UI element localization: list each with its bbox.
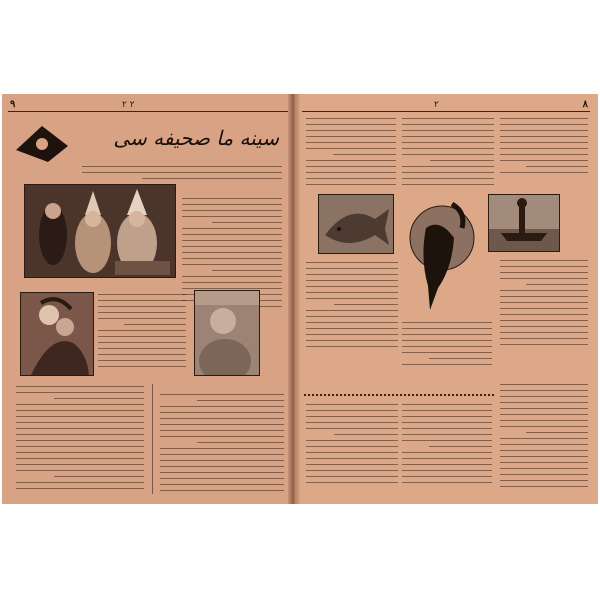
right-bottom-text-2: [402, 404, 492, 488]
photo-portrait: [194, 290, 260, 376]
bird-image: [404, 198, 478, 312]
right-top-text-3: [500, 118, 588, 178]
boat-image: [489, 195, 559, 251]
binding-gutter: [288, 94, 300, 504]
right-top-text-2: [402, 118, 494, 190]
masthead: [12, 120, 282, 164]
photo-couple: [20, 292, 94, 376]
film-reel-ornament-icon: [12, 120, 72, 164]
column-text-4: [160, 394, 284, 496]
magazine-spread: [2, 94, 598, 504]
intro-text: [82, 166, 282, 184]
right-mid-text-1: [306, 262, 398, 352]
couple-image: [21, 293, 93, 375]
right-top-text-1: [306, 118, 396, 190]
right-mid-text-2: [402, 322, 492, 370]
fish-image: [319, 195, 393, 253]
right-mid-text-3: [500, 260, 588, 350]
header-rule-right: [302, 111, 590, 112]
masthead-title: سينه ما صحيفه سى: [113, 126, 279, 150]
photo-boat-scene: [488, 194, 560, 252]
page-number-right: ٨: [582, 99, 588, 110]
header-right: ٢: [434, 100, 439, 110]
header-rule-left: [8, 111, 290, 112]
page-number-left: ٩: [10, 99, 16, 110]
left-page: [2, 94, 294, 504]
photo-bird-circle: [404, 198, 478, 312]
photo-fish: [318, 194, 394, 254]
column-text-3: [16, 386, 144, 494]
column-divider-left: [152, 384, 153, 494]
right-bottom-text-1: [306, 404, 398, 488]
stage-figures-image: [25, 185, 175, 277]
header-left: ٢ ٢: [122, 100, 135, 110]
right-bottom-text-3: [500, 384, 588, 492]
column-text-2: [98, 294, 186, 372]
right-page: [294, 94, 598, 504]
photo-stage-scene: [24, 184, 176, 278]
dotted-separator: [304, 394, 494, 396]
portrait-image: [195, 291, 259, 375]
